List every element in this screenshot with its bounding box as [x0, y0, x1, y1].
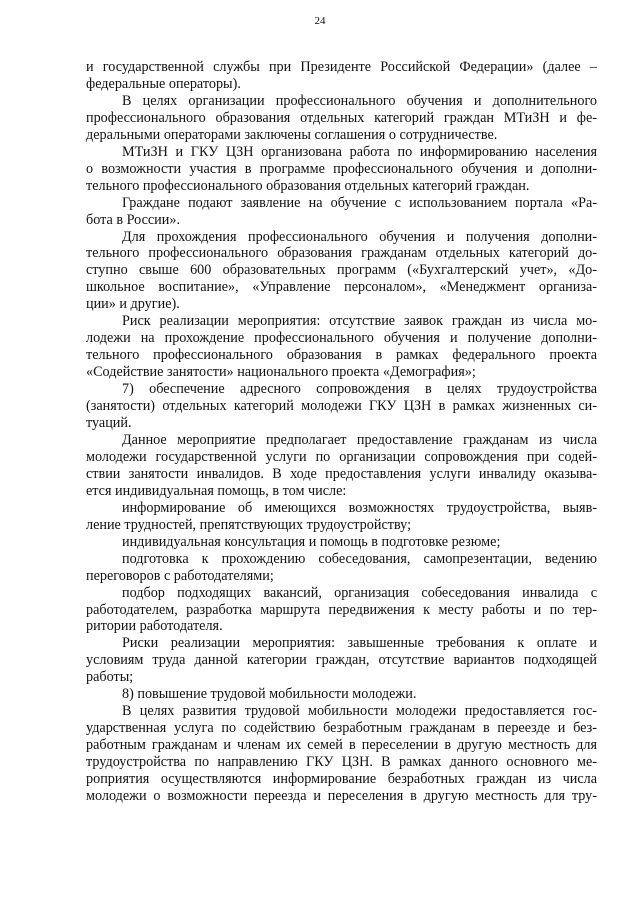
- text-line: ступно свыше 600 образовательных программ («Бухгалтерский учет», «До-: [86, 262, 597, 279]
- text-line: ударственная услуга по содействию безработным гражданам в переезде и без-: [86, 720, 597, 737]
- paragraph: [86, 313, 597, 381]
- paragraph: [86, 686, 597, 703]
- paragraph: [86, 59, 597, 93]
- text-line: ритории работодателя.: [86, 618, 223, 635]
- text-line: МТиЗН и ГКУ ЦЗН организована работа по информированию населения: [122, 143, 597, 160]
- paragraph: [86, 432, 597, 500]
- text-line: работным гражданам и членам их семей в переселении в другую местность для: [86, 737, 597, 754]
- paragraph: [86, 551, 597, 585]
- text-line: тельного профессионального образования гражданам отдельных категорий до-: [86, 245, 597, 262]
- text-line: тельного профессионального образования отдельных категорий граждан.: [86, 177, 530, 194]
- text-line: деральными операторами заключены соглашения о сотрудничестве.: [86, 126, 498, 143]
- paragraph: [86, 703, 597, 805]
- page-number: 24: [314, 15, 326, 27]
- text-line: молодежи государственной услуги по организации сопровождения при содей-: [86, 448, 597, 465]
- text-line: Граждане подают заявление на обучение с использованием портала «Ра-: [122, 194, 597, 211]
- paragraph: [86, 195, 597, 229]
- text-line: информирование об имеющихся возможностях трудоустройства, выяв-: [122, 499, 597, 516]
- text-line: работы;: [86, 669, 134, 686]
- text-line: (занятости) отдельных категорий молодежи ГКУ ЦЗН в рамках жизненных си-: [86, 398, 597, 415]
- text-line: подбор подходящих вакансий, организация собеседования инвалида с: [122, 584, 597, 601]
- text-line: 8) повышение трудовой мобильности молодежи.: [122, 686, 417, 703]
- text-line: ции» и другие).: [86, 296, 180, 313]
- text-line: профессионального образования отдельных категорий граждан МТиЗН и фе-: [86, 109, 597, 126]
- text-line: В целях организации профессионального обучения и дополнительного: [122, 92, 597, 109]
- text-line: туаций.: [86, 415, 132, 432]
- text-line: ление трудностей, препятствующих трудоустройству;: [86, 516, 412, 533]
- text-line: Риски реализации мероприятия: завышенные требования к оплате и: [122, 635, 597, 652]
- text-line: бота в России».: [86, 211, 180, 228]
- text-line: роприятия осуществляются информирование безработных граждан из числа: [86, 771, 597, 788]
- text-line: федеральные операторы).: [86, 75, 241, 92]
- paragraph: [86, 534, 597, 551]
- paragraph: [86, 144, 597, 195]
- text-line: и государственной службы при Президенте Российской Федерации» (далее –: [86, 59, 597, 75]
- text-line: 7) обеспечение адресного сопровождения в целях трудоустройства: [122, 381, 597, 398]
- text-line: индивидуальная консультация и помощь в подготовке резюме;: [122, 533, 501, 550]
- paragraph: [86, 93, 597, 144]
- text-line: Для прохождения профессионального обучения и получения дополни-: [122, 228, 597, 245]
- text-line: лодежи на прохождение профессионального обучения и получение дополни-: [86, 330, 597, 347]
- text-line: о возможности участия в программе профессионального обучения и дополни-: [86, 160, 597, 177]
- text-line: ется индивидуальная помощь, в том числе:: [86, 482, 347, 499]
- text-line: переговоров с работодателями;: [86, 567, 274, 584]
- text-line: тельного профессионального образования в рамках федерального проекта: [86, 347, 597, 364]
- text-line: В целях развития трудовой мобильности молодежи предоставляется гос-: [122, 703, 597, 720]
- text-line: школьное воспитание», «Управление персоналом», «Менеджмент организа-: [86, 279, 597, 296]
- text-line: «Содействие занятости» национального проекта «Демография»;: [86, 364, 476, 381]
- text-line: молодежи о возможности переезда и переселения в другую местность для тру-: [86, 787, 597, 804]
- text-line: подготовка к прохождению собеседования, самопрезентации, ведению: [122, 550, 597, 567]
- paragraph: [86, 381, 597, 432]
- paragraph: [86, 229, 597, 314]
- text-line: Риск реализации мероприятия: отсутствие заявок граждан из числа мо-: [122, 313, 597, 330]
- text-line: трудоустройства по направлению ГКУ ЦЗН. В рамках данного основного ме-: [86, 754, 597, 771]
- document-body: [86, 59, 597, 805]
- text-line: Данное мероприятие предполагает предоставление гражданам из числа: [122, 431, 597, 448]
- paragraph: [86, 585, 597, 636]
- text-line: условиям труда данной категории граждан, отсутствие вариантов подходящей: [86, 652, 597, 669]
- text-line: работодателем, разработка маршрута передвижения к месту работы и по тер-: [86, 601, 597, 618]
- text-line: ствии занятости инвалидов. В ходе предоставления услуги инвалиду оказыва-: [86, 465, 597, 482]
- paragraph: [86, 500, 597, 534]
- paragraph: [86, 635, 597, 686]
